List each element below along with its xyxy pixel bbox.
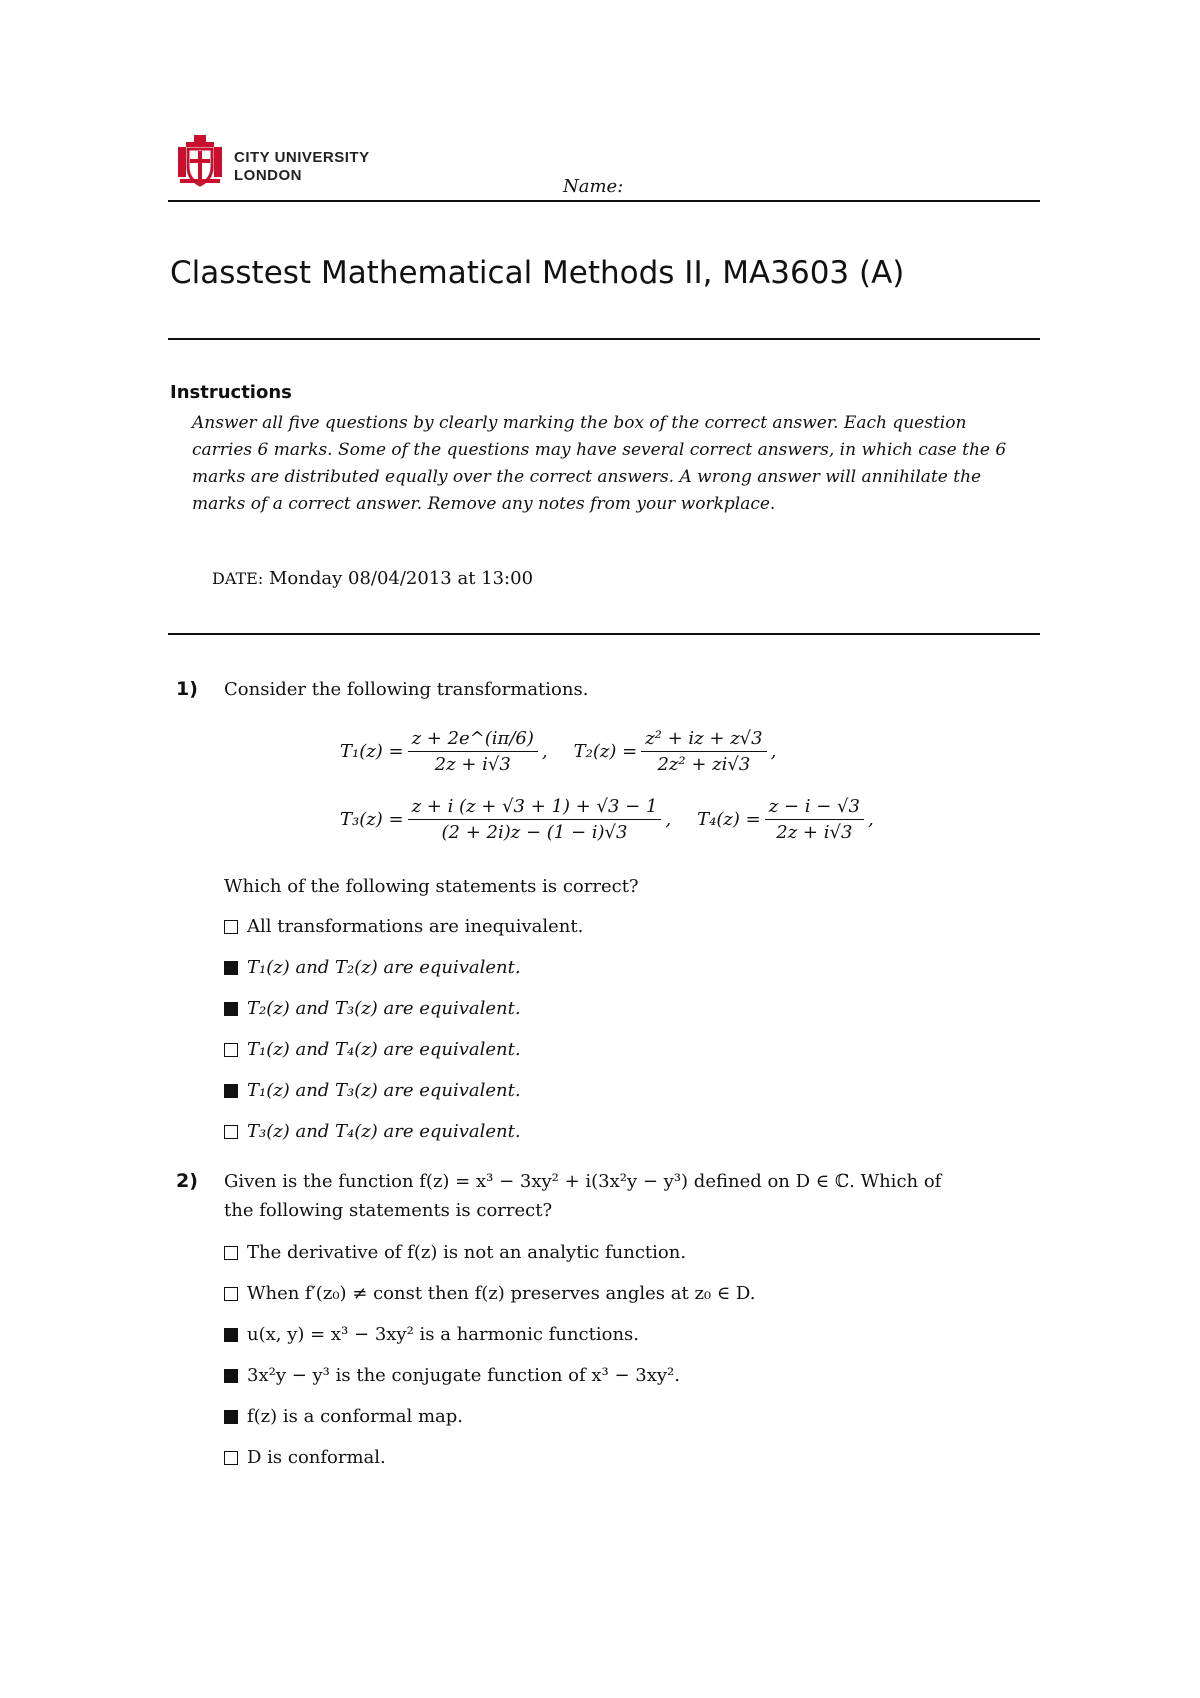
- q2-option-6-checkbox[interactable]: [224, 1451, 238, 1465]
- logo-line-1: CITY UNIVERSITY: [234, 149, 370, 166]
- question-2-prompt-line-1: Given is the function f(z) = x³ − 3xy² + i(3x²y − y³) defined on D ∈ ℂ. Which of: [224, 1171, 942, 1192]
- q2-option-3-label: u(x, y) = x³ − 3xy² is a harmonic functions.: [247, 1324, 639, 1345]
- t2-numerator: z² + iz + z√3: [641, 728, 766, 752]
- t4-numerator: z − i − √3: [765, 796, 864, 820]
- t2-denominator: 2z² + zi√3: [657, 754, 751, 775]
- t4-fraction: [765, 796, 864, 843]
- t1-lhs: T₁(z) =: [340, 741, 404, 762]
- q1-option-5: [224, 1080, 521, 1101]
- q1-option-1: [224, 916, 583, 937]
- page-title: Classtest Mathematical Methods II, MA3603 (A): [170, 255, 905, 291]
- date-line: [212, 568, 533, 589]
- q1-option-6-checkbox[interactable]: [224, 1125, 238, 1139]
- name-label: Name:: [563, 176, 624, 197]
- q1-option-6-label: T₃(z) and T₄(z) are equivalent.: [247, 1121, 521, 1142]
- q2-option-5-label: f(z) is a conformal map.: [247, 1406, 464, 1427]
- q1-option-6: [224, 1121, 521, 1142]
- t1-numerator: z + 2e^(iπ/6): [408, 728, 538, 752]
- q2-option-4: [224, 1365, 680, 1386]
- q1-option-3: [224, 998, 521, 1019]
- t2-fraction: [641, 728, 766, 775]
- t1-denominator: 2z + i√3: [434, 754, 511, 775]
- equation-row-1: T₁(z) = $\frac{z + 2e\^{}(i\pi/6)}{2z + i√3}$ , T₂(z) = $\frac{\text{z² + iz + z√3}}{\text{2z² + zi√3}}$ ,: [340, 728, 777, 775]
- q1-option-3-label: T₂(z) and T₃(z) are equivalent.: [247, 998, 521, 1019]
- instructions-heading: Instructions: [170, 382, 292, 403]
- t3-lhs: T₃(z) =: [340, 809, 404, 830]
- q1-option-2-checkbox[interactable]: [224, 961, 238, 975]
- question-1-number: 1): [176, 678, 198, 700]
- t4-lhs: T₄(z) =: [697, 809, 761, 830]
- q2-option-4-checkbox[interactable]: [224, 1369, 238, 1383]
- title-rule: [168, 338, 1040, 340]
- q2-option-4-label: 3x²y − y³ is the conjugate function of x³ − 3xy².: [247, 1365, 680, 1386]
- q2-option-2: [224, 1283, 755, 1304]
- q2-option-1-checkbox[interactable]: [224, 1246, 238, 1260]
- q1-option-5-label: T₁(z) and T₃(z) are equivalent.: [247, 1080, 521, 1101]
- q2-option-1: [224, 1242, 686, 1263]
- q2-option-5: [224, 1406, 463, 1427]
- t3-fraction: [408, 796, 662, 843]
- university-logo: [176, 133, 396, 189]
- header-rule: [168, 200, 1040, 202]
- q2-option-2-checkbox[interactable]: [224, 1287, 238, 1301]
- q1-option-2-label: T₁(z) and T₂(z) are equivalent.: [247, 957, 521, 978]
- q2-option-6-label: D is conformal.: [247, 1447, 386, 1468]
- q2-option-6: [224, 1447, 386, 1468]
- t3-numerator: z + i (z + √3 + 1) + √3 − 1: [408, 796, 662, 820]
- q1-option-4-label: T₁(z) and T₄(z) are equivalent.: [247, 1039, 521, 1060]
- q2-option-3: [224, 1324, 639, 1345]
- logo-line-2: LONDON: [234, 167, 302, 184]
- q1-option-1-checkbox[interactable]: [224, 920, 238, 934]
- crest-icon: [176, 133, 224, 189]
- q1-option-1-label: All transformations are inequivalent.: [247, 916, 584, 937]
- t2-lhs: T₂(z) =: [573, 741, 638, 762]
- instructions-body: Answer all five questions by clearly marking the box of the correct answer. Each question carries 6 marks. Some of the questions may have several correct answers, in which case the 6 marks are distributed equally over the correct answers. A wrong answer will annihilate the marks of a correct answer. Remove any notes from your workplace.: [192, 413, 1007, 514]
- instructions-rule: [168, 633, 1040, 635]
- q2-option-2-label: When f′(z₀) ≠ const then f(z) preserves angles at z₀ ∈ D.: [247, 1283, 756, 1304]
- q1-option-5-checkbox[interactable]: [224, 1084, 238, 1098]
- t3-denominator: (2 + 2i)z − (1 − i)√3: [441, 822, 628, 843]
- date-label: DATE:: [212, 569, 264, 588]
- q1-option-4: [224, 1039, 521, 1060]
- question-2-number: 2): [176, 1170, 198, 1192]
- q1-option-3-checkbox[interactable]: [224, 1002, 238, 1016]
- t4-denominator: 2z + i√3: [776, 822, 853, 843]
- q1-option-4-checkbox[interactable]: [224, 1043, 238, 1057]
- question-1-prompt: Consider the following transformations.: [224, 679, 589, 700]
- q2-option-1-label: The derivative of f(z) is not an analytic function.: [247, 1242, 687, 1263]
- date-value: Monday 08/04/2013 at 13:00: [268, 568, 534, 589]
- equation-row-2: T₃(z) = $\frac{z + i (z + √3 + 1) + √3 - 1}{(2 + 2i)z - (1 - i)√3}$ , T₄(z) = $\frac{z - i - √3}{2z + i√3}$ ,: [340, 796, 874, 843]
- question-2-prompt-line-2: the following statements is correct?: [224, 1200, 553, 1221]
- q1-option-2: [224, 957, 521, 978]
- q2-option-5-checkbox[interactable]: [224, 1410, 238, 1424]
- question-1-question: Which of the following statements is correct?: [224, 876, 639, 897]
- q2-option-3-checkbox[interactable]: [224, 1328, 238, 1342]
- t1-fraction: [408, 728, 538, 775]
